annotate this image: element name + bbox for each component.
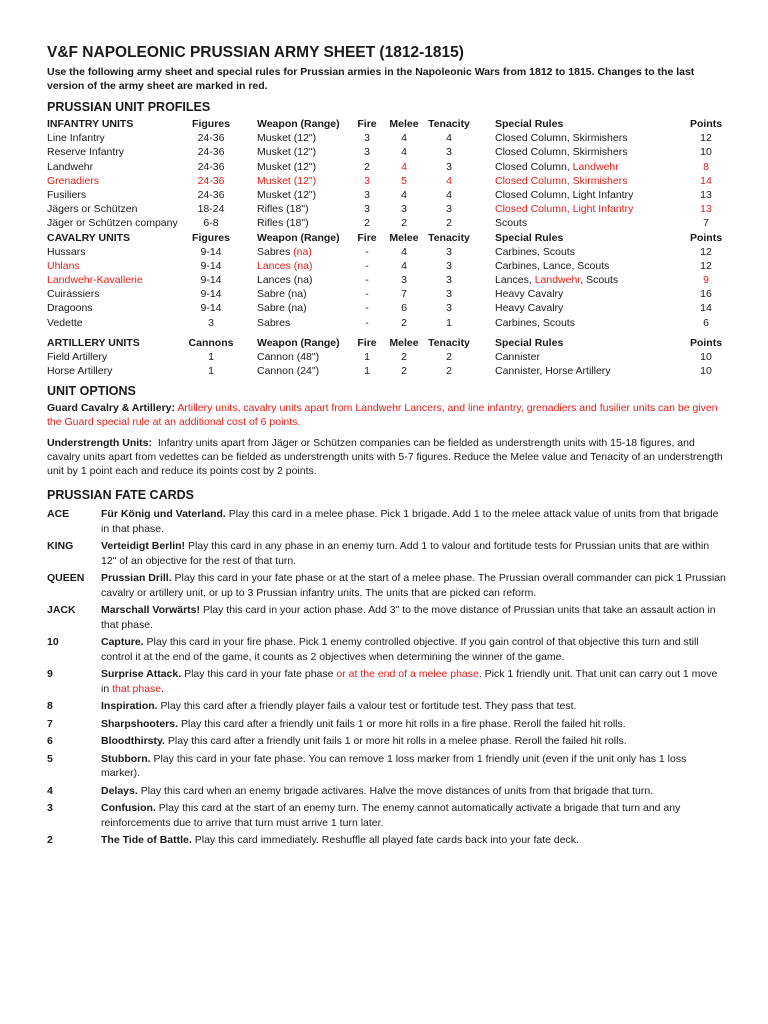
- col-unit: INFANTRY UNITS: [47, 118, 134, 130]
- understrength-text: Infantry units apart from Jäger or Schützen companies can be fielded as understrength units with 15-18 figures, and cavalry units apart from vedettes can be fielded as understrength units with 5-7 figures. Reduce the Melee value and Tenacity of an understrength unit by 1 point each and reduce its points cost by 2 points.: [47, 437, 723, 477]
- artillery-table: [47, 337, 727, 380]
- melee: 2: [401, 316, 407, 329]
- figures: 9-14: [200, 259, 222, 272]
- tenacity: 4: [446, 132, 452, 145]
- card-name: Delays.: [101, 784, 138, 797]
- col-weapon: Weapon (Range): [257, 231, 340, 244]
- figures: 24-36: [197, 188, 225, 201]
- fate-card: [47, 784, 727, 799]
- tenacity: 3: [446, 245, 452, 258]
- melee: 4: [401, 146, 407, 159]
- points: 14: [700, 174, 712, 187]
- melee: 4: [401, 245, 407, 258]
- card-rank: ACE: [47, 508, 70, 520]
- col-points: Points: [689, 337, 723, 349]
- melee: 4: [401, 188, 407, 201]
- card-rank: 3: [47, 802, 53, 814]
- tenacity: 3: [446, 274, 452, 287]
- table-row: [47, 288, 727, 302]
- table-row: [47, 351, 727, 365]
- melee: 6: [401, 302, 407, 315]
- weapon: Lances (na): [257, 259, 313, 272]
- card-text: Play this card after a friendly unit fails 1 or more hit rolls in a fire phase. Reroll the failed hit rolls.: [180, 717, 626, 730]
- card-rank: KING: [47, 540, 74, 552]
- artillery-header-row: [47, 337, 727, 351]
- fate-card: [47, 699, 727, 714]
- melee: 5: [401, 174, 407, 187]
- tenacity: 2: [446, 351, 452, 364]
- points: 6: [703, 316, 709, 329]
- table-row: [47, 146, 727, 160]
- unit-name: Landwehr: [47, 160, 94, 173]
- unit-name: Horse Artillery: [47, 365, 113, 378]
- col-melee: Melee: [389, 118, 419, 130]
- fate-card: [47, 717, 727, 732]
- card-name: Stubborn.: [101, 752, 151, 765]
- points: 8: [703, 160, 709, 173]
- weapon: Lances (na): [257, 274, 313, 287]
- weapon: Rifles (18"): [257, 203, 309, 216]
- special-rules: Cannister, Horse Artillery: [495, 365, 611, 378]
- col-cannons: Cannons: [188, 337, 234, 349]
- figures: 18-24: [197, 203, 225, 216]
- melee: 4: [401, 160, 407, 173]
- card-text: Play this card at the start of an enemy turn. The enemy cannot automatically activate a brigade that turn and any reinforcements due to arrive that turn must arrive 1 turn later.: [101, 802, 681, 829]
- unit-name: Vedette: [47, 316, 83, 329]
- guard-label: Guard Cavalry & Artillery:: [47, 402, 175, 414]
- melee: 4: [401, 132, 407, 145]
- card-text: Play this card immediately. Reshuffle all played fate cards back into your fate deck.: [194, 834, 579, 846]
- card-rank: 8: [47, 700, 53, 712]
- weapon: Sabre (na): [257, 302, 307, 315]
- card-text: Play this card in any phase in an enemy turn. Add 1 to valour and fortitude tests for Prussian units that are within 12" of an objective for the rest of that turn.: [101, 540, 710, 567]
- card-name: Für König und Vaterland.: [101, 508, 226, 520]
- tenacity: 2: [446, 217, 452, 230]
- special-rules: Scouts: [495, 217, 528, 230]
- points: 10: [700, 146, 712, 159]
- card-text: Play this card when an enemy brigade activares. Halve the move distances of units from that brigade that turn.: [140, 784, 654, 797]
- col-weapon: Weapon (Range): [257, 337, 340, 349]
- card-text: Play this card in your fire phase. Pick 1 enemy controlled objective. If you gain control of that objective this turn and still control it at the end of the game, it counts as 2 objectives when determining the winner of the game.: [101, 636, 699, 663]
- fate-card: [47, 833, 727, 848]
- unit-name: Line Infantry: [47, 132, 105, 145]
- points: 9: [703, 274, 709, 287]
- card-rank: JACK: [47, 604, 76, 616]
- card-text: Play this card after a friendly unit fails 1 or more hit rolls in a melee phase. Reroll the failed hit rolls.: [167, 735, 627, 747]
- weapon: Sabres: [257, 316, 291, 329]
- fire: -: [365, 274, 369, 287]
- points: 13: [700, 203, 712, 216]
- weapon: Cannon (48"): [257, 351, 320, 364]
- card-name: Sharpshooters.: [101, 717, 179, 730]
- card-name: Surprise Attack.: [101, 668, 182, 680]
- table-row: [47, 246, 727, 260]
- col-points: Points: [689, 118, 723, 130]
- card-text: Play this card in your fate phase: [184, 668, 337, 680]
- card-text-changed: that phase: [112, 682, 162, 695]
- unit-name: Reserve Infantry: [47, 146, 125, 159]
- table-row: [47, 317, 727, 331]
- card-rank: 2: [47, 834, 53, 846]
- unit-name: Jägers or Schützen: [47, 203, 138, 216]
- card-rank: 5: [47, 752, 53, 765]
- card-text-end: .: [161, 682, 165, 695]
- card-text: Play this card in your action phase. Add 3" to the move distance of Prussian units that take an assault action in that phase.: [101, 604, 716, 631]
- fire: -: [365, 245, 369, 258]
- fate-card: [47, 801, 727, 830]
- fate-cards-heading: PRUSSIAN FATE CARDS: [47, 488, 195, 502]
- unit-name: Uhlans: [47, 259, 80, 272]
- table-row: [47, 203, 727, 217]
- unit-name: Field Artillery: [47, 351, 108, 364]
- melee: 3: [401, 274, 407, 287]
- special-rules: Cannister: [495, 351, 540, 364]
- unit-name: Dragoons: [47, 302, 93, 315]
- weapon-text: Sabres: [257, 245, 294, 258]
- unit-name: Fusiliers: [47, 188, 87, 201]
- fate-card: [47, 603, 727, 632]
- points: 12: [700, 132, 712, 145]
- melee: 2: [401, 365, 407, 378]
- table-row: [47, 302, 727, 316]
- special-rules: Carbines, Lance, Scouts: [495, 259, 610, 272]
- melee: 4: [401, 259, 407, 272]
- fire: 2: [364, 217, 370, 230]
- card-rank: 9: [47, 668, 53, 680]
- fate-card: [47, 635, 727, 664]
- col-unit: ARTILLERY UNITS: [47, 337, 140, 349]
- fate-card: [47, 507, 727, 536]
- figures: 3: [208, 316, 214, 329]
- tenacity: 3: [446, 160, 452, 173]
- infantry-header-row: [47, 118, 727, 132]
- col-fire: Fire: [357, 337, 377, 349]
- table-row: [47, 260, 727, 274]
- unit-name: Jäger or Schützen company: [47, 217, 178, 230]
- fire: -: [365, 288, 369, 301]
- figures: 24-36: [197, 146, 225, 159]
- fire: 2: [364, 160, 370, 173]
- unit-name: Hussars: [47, 245, 86, 258]
- card-name: Capture.: [101, 636, 144, 648]
- fate-card: [47, 734, 727, 749]
- weapon: [257, 246, 312, 258]
- card-name: Verteidigt Berlin!: [101, 540, 186, 552]
- table-row: [47, 189, 727, 203]
- figures: 9-14: [200, 288, 222, 301]
- fire: 3: [364, 188, 370, 201]
- weapon: Musket (12"): [257, 146, 317, 159]
- points: 10: [700, 351, 712, 364]
- fate-cards-list: [47, 507, 727, 851]
- points: 10: [700, 365, 712, 378]
- figures: 24-36: [197, 174, 225, 187]
- card-rank: 6: [47, 735, 53, 747]
- col-figures: Figures: [192, 118, 230, 130]
- special-rules: Closed Column, Light Infantry: [495, 188, 634, 201]
- col-weapon: Weapon (Range): [257, 118, 340, 130]
- card-text: Play this card in your fate phase or at the start of a melee phase. The Prussian overall commander can pick 1 Prussian cavalry or artillery unit, or up to 3 Prussian infantry units. The units that are picked can reform.: [101, 572, 726, 599]
- card-name: The Tide of Battle.: [101, 834, 192, 846]
- card-text: Play this card in a melee phase. Pick 1 brigade. Add 1 to the melee attack value of units from that brigade in that phase.: [101, 508, 719, 535]
- fire: 1: [364, 351, 370, 364]
- fate-card: [47, 539, 727, 568]
- col-melee: Melee: [389, 337, 419, 349]
- points: 12: [700, 245, 712, 258]
- table-row: [47, 175, 727, 189]
- special-rules: Heavy Cavalry: [495, 288, 564, 301]
- cannons: 1: [208, 365, 214, 378]
- melee: 2: [401, 351, 407, 364]
- infantry-table: [47, 118, 727, 331]
- figures: 9-14: [200, 245, 222, 258]
- card-rank: 10: [47, 636, 59, 648]
- col-special: Special Rules: [495, 231, 564, 244]
- page-title: V&F NAPOLEONIC PRUSSIAN ARMY SHEET (1812-1815): [47, 44, 464, 61]
- weapon: Rifles (18"): [257, 217, 309, 230]
- special-rules: Closed Column, Skirmishers: [495, 132, 628, 145]
- card-name: Prussian Drill.: [101, 572, 172, 584]
- col-melee: Melee: [389, 231, 419, 244]
- special-rules: Heavy Cavalry: [495, 302, 564, 315]
- special-rules: Carbines, Scouts: [495, 316, 575, 329]
- special-rules: [495, 274, 618, 286]
- tenacity: 3: [446, 146, 452, 159]
- points: 16: [700, 288, 712, 301]
- fire: 3: [364, 132, 370, 145]
- points: 12: [700, 259, 712, 272]
- card-name: Inspiration.: [101, 700, 158, 712]
- special-rules: [495, 161, 619, 173]
- tenacity: 3: [446, 302, 452, 315]
- unit-name: Grenadiers: [47, 174, 99, 187]
- card-name: Bloodthirsty.: [101, 735, 165, 747]
- weapon: Musket (12"): [257, 174, 317, 187]
- table-row: [47, 274, 727, 288]
- tenacity: 3: [446, 259, 452, 272]
- card-text-changed: or at the end of a melee phase: [336, 668, 479, 680]
- tenacity: 4: [446, 174, 452, 187]
- intro-text: Use the following army sheet and special rules for Prussian armies in the Napoleonic Wars from 1812 to 1815. Changes to the last version of the army sheet are marked in red.: [47, 66, 695, 92]
- unit-name: Landwehr-Kavallerie: [47, 274, 143, 287]
- table-row: [47, 161, 727, 175]
- unit-profiles-heading: PRUSSIAN UNIT PROFILES: [47, 100, 211, 114]
- cannons: 1: [208, 351, 214, 364]
- melee: 7: [401, 288, 407, 301]
- card-rank: 4: [47, 784, 53, 797]
- weapon: Musket (12"): [257, 132, 317, 145]
- melee: 3: [401, 203, 407, 216]
- tenacity: 1: [446, 316, 452, 329]
- figures: 24-36: [197, 132, 225, 145]
- col-fire: Fire: [357, 118, 377, 130]
- special-rules-text: Closed Column,: [495, 160, 573, 173]
- fate-card: [47, 752, 727, 781]
- card-name: Marschall Vorwärts!: [101, 604, 201, 616]
- guard-text: Artillery units, cavalry units apart from Landwehr Lancers, and line infantry, grenadiers and fusilier units can be given the Guard special rule at an additional cost of 6 points.: [47, 402, 718, 428]
- special-rules: Closed Column, Skirmishers: [495, 174, 628, 187]
- col-tenacity: Tenacity: [428, 337, 470, 349]
- card-text: Play this card after a friendly player fails a valour test or fortitude test. They pass that test.: [160, 700, 577, 712]
- fate-card: [47, 571, 727, 600]
- col-figures: Figures: [192, 231, 230, 244]
- weapon: Musket (12"): [257, 160, 317, 173]
- table-row: [47, 132, 727, 146]
- understrength-label: Understrength Units:: [47, 437, 152, 449]
- points: 13: [700, 188, 712, 201]
- figures: 6-8: [203, 217, 219, 230]
- fire: -: [365, 259, 369, 272]
- fate-card: [47, 667, 727, 696]
- fire: 3: [364, 203, 370, 216]
- special-rules: Closed Column, Light Infantry: [495, 203, 634, 216]
- table-row: [47, 365, 727, 379]
- col-unit: CAVALRY UNITS: [47, 231, 131, 244]
- card-name: Confusion.: [101, 802, 156, 814]
- understrength-option: [47, 436, 727, 478]
- unit-options-heading: UNIT OPTIONS: [47, 384, 136, 398]
- special-rules-changed: Landwehr: [572, 160, 619, 173]
- fire: 3: [364, 146, 370, 159]
- card-text-cont: . Pick 1 friendly unit. That unit can carry out 1 move in: [101, 668, 718, 695]
- unit-name: Cuirassiers: [47, 288, 100, 301]
- col-special: Special Rules: [495, 118, 564, 130]
- weapon: Musket (12"): [257, 188, 317, 201]
- card-rank: 7: [47, 717, 53, 730]
- card-text: Play this card in your fate phase. You can remove 1 loss marker from 1 friendly unit (even if the unit only has 1 loss marker).: [101, 752, 687, 779]
- cavalry-header-row: [47, 232, 727, 246]
- figures: 9-14: [200, 274, 222, 287]
- weapon: Sabre (na): [257, 288, 307, 301]
- col-special: Special Rules: [495, 337, 564, 349]
- melee: 2: [401, 217, 407, 230]
- col-tenacity: Tenacity: [428, 118, 470, 130]
- guard-option: [47, 401, 727, 429]
- col-points: Points: [689, 231, 723, 244]
- fire: -: [365, 302, 369, 315]
- tenacity: 3: [446, 203, 452, 216]
- tenacity: 4: [446, 188, 452, 201]
- special-rules: Closed Column, Skirmishers: [495, 146, 628, 159]
- tenacity: 3: [446, 288, 452, 301]
- tenacity: 2: [446, 365, 452, 378]
- col-fire: Fire: [357, 231, 377, 244]
- special-rules: Carbines, Scouts: [495, 245, 575, 258]
- weapon-changed: (na): [293, 245, 312, 258]
- weapon: Cannon (24"): [257, 365, 320, 378]
- special-rules-changed: Landwehr: [534, 274, 581, 287]
- points: 7: [703, 217, 709, 230]
- card-rank: QUEEN: [47, 572, 85, 584]
- figures: 9-14: [200, 302, 222, 315]
- fire: -: [365, 316, 369, 329]
- special-rules-after: , Scouts: [580, 274, 619, 287]
- figures: 24-36: [197, 160, 225, 173]
- special-rules-text: Lances,: [495, 274, 535, 287]
- col-tenacity: Tenacity: [428, 231, 470, 244]
- fire: 3: [364, 174, 370, 187]
- table-row: [47, 217, 727, 231]
- fire: 1: [364, 365, 370, 378]
- points: 14: [700, 302, 712, 315]
